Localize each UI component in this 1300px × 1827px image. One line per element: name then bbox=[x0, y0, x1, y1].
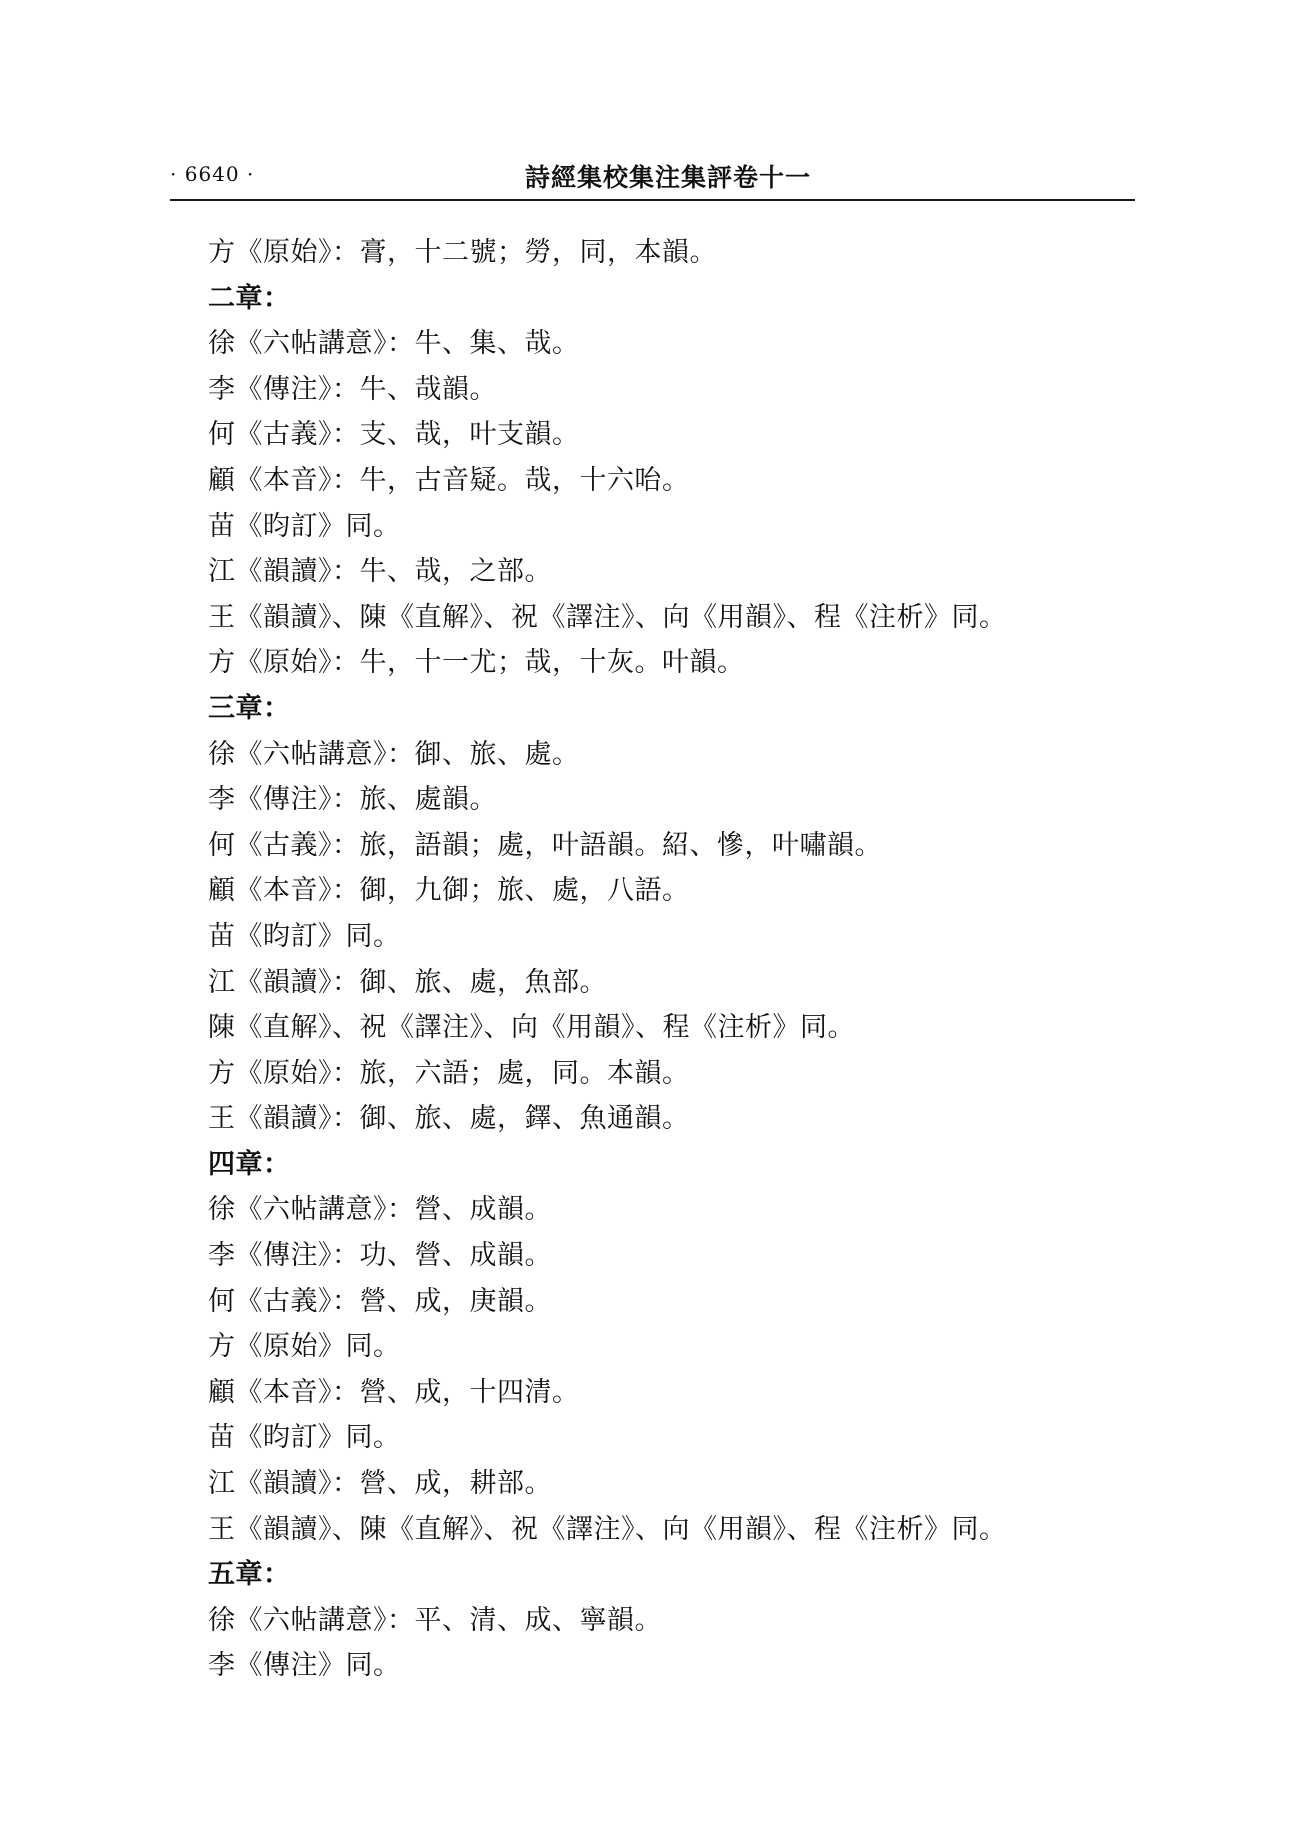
page-header bbox=[170, 156, 1135, 196]
text-line: 江《韻讀》：御、旅、處，魚部。 bbox=[208, 966, 607, 998]
text-line: 李《傳注》：功、營、成韻。 bbox=[208, 1240, 552, 1272]
text-line: 何《古義》：支、哉，叶支韻。 bbox=[208, 419, 580, 451]
chapter-heading: 四章： bbox=[208, 1148, 291, 1180]
text-line: 徐《六帖講意》：營、成韻。 bbox=[208, 1194, 552, 1226]
text-line: 王《韻讀》：御、旅、處，鐸、魚通韻。 bbox=[208, 1103, 690, 1135]
text-line: 江《韻讀》：營、成，耕部。 bbox=[208, 1468, 552, 1500]
chapter-heading: 二章： bbox=[208, 282, 291, 314]
text-line: 徐《六帖講意》：平、清、成、寧韻。 bbox=[208, 1604, 662, 1636]
text-line: 江《韻讀》：牛、哉，之部。 bbox=[208, 556, 552, 588]
text-line: 方《原始》：旅，六語；處，同。本韻。 bbox=[208, 1057, 690, 1089]
text-line: 李《傳注》：牛、哉韻。 bbox=[208, 373, 497, 405]
text-line: 顧《本音》：牛，古音疑。哉，十六咍。 bbox=[208, 464, 690, 496]
text-line: 李《傳注》同。 bbox=[208, 1650, 401, 1682]
text-line: 苗《昀訂》同。 bbox=[208, 920, 401, 952]
text-line: 何《古義》：營、成，庚韻。 bbox=[208, 1285, 552, 1317]
text-line: 苗《昀訂》同。 bbox=[208, 510, 401, 542]
text-line: 顧《本音》：營、成，十四清。 bbox=[208, 1376, 580, 1408]
text-line: 徐《六帖講意》：牛、集、哉。 bbox=[208, 328, 580, 360]
text-line: 徐《六帖講意》：御、旅、處。 bbox=[208, 738, 580, 770]
header-rule bbox=[170, 199, 1135, 201]
body-text bbox=[208, 230, 1128, 1689]
text-line: 方《原始》：牛，十一尤；哉，十灰。叶韻。 bbox=[208, 647, 745, 679]
page-number: · 6640 · bbox=[170, 162, 255, 186]
text-line: 苗《昀訂》同。 bbox=[208, 1422, 401, 1454]
text-line: 王《韻讀》、陳《直解》、祝《譯注》、向《用韻》、程《注析》同。 bbox=[208, 1513, 1007, 1545]
text-line: 陳《直解》、祝《譯注》、向《用韻》、程《注析》同。 bbox=[208, 1012, 855, 1044]
text-line: 李《傳注》：旅、處韻。 bbox=[208, 784, 497, 816]
text-line: 方《原始》同。 bbox=[208, 1331, 401, 1363]
chapter-heading: 五章： bbox=[208, 1559, 291, 1591]
text-line: 方《原始》：膏，十二號；勞，同，本韻。 bbox=[208, 237, 717, 268]
text-line: 王《韻讀》、陳《直解》、祝《譯注》、向《用韻》、程《注析》同。 bbox=[208, 601, 1007, 633]
text-line: 何《古義》：旅，語韻；處，叶語韻。紹、慘，叶嘯韻。 bbox=[208, 829, 882, 861]
chapter-heading: 三章： bbox=[208, 692, 291, 724]
running-title: 詩經集校集注集評卷十一 bbox=[525, 163, 812, 192]
text-line: 顧《本音》：御，九御；旅、處，八語。 bbox=[208, 875, 690, 907]
